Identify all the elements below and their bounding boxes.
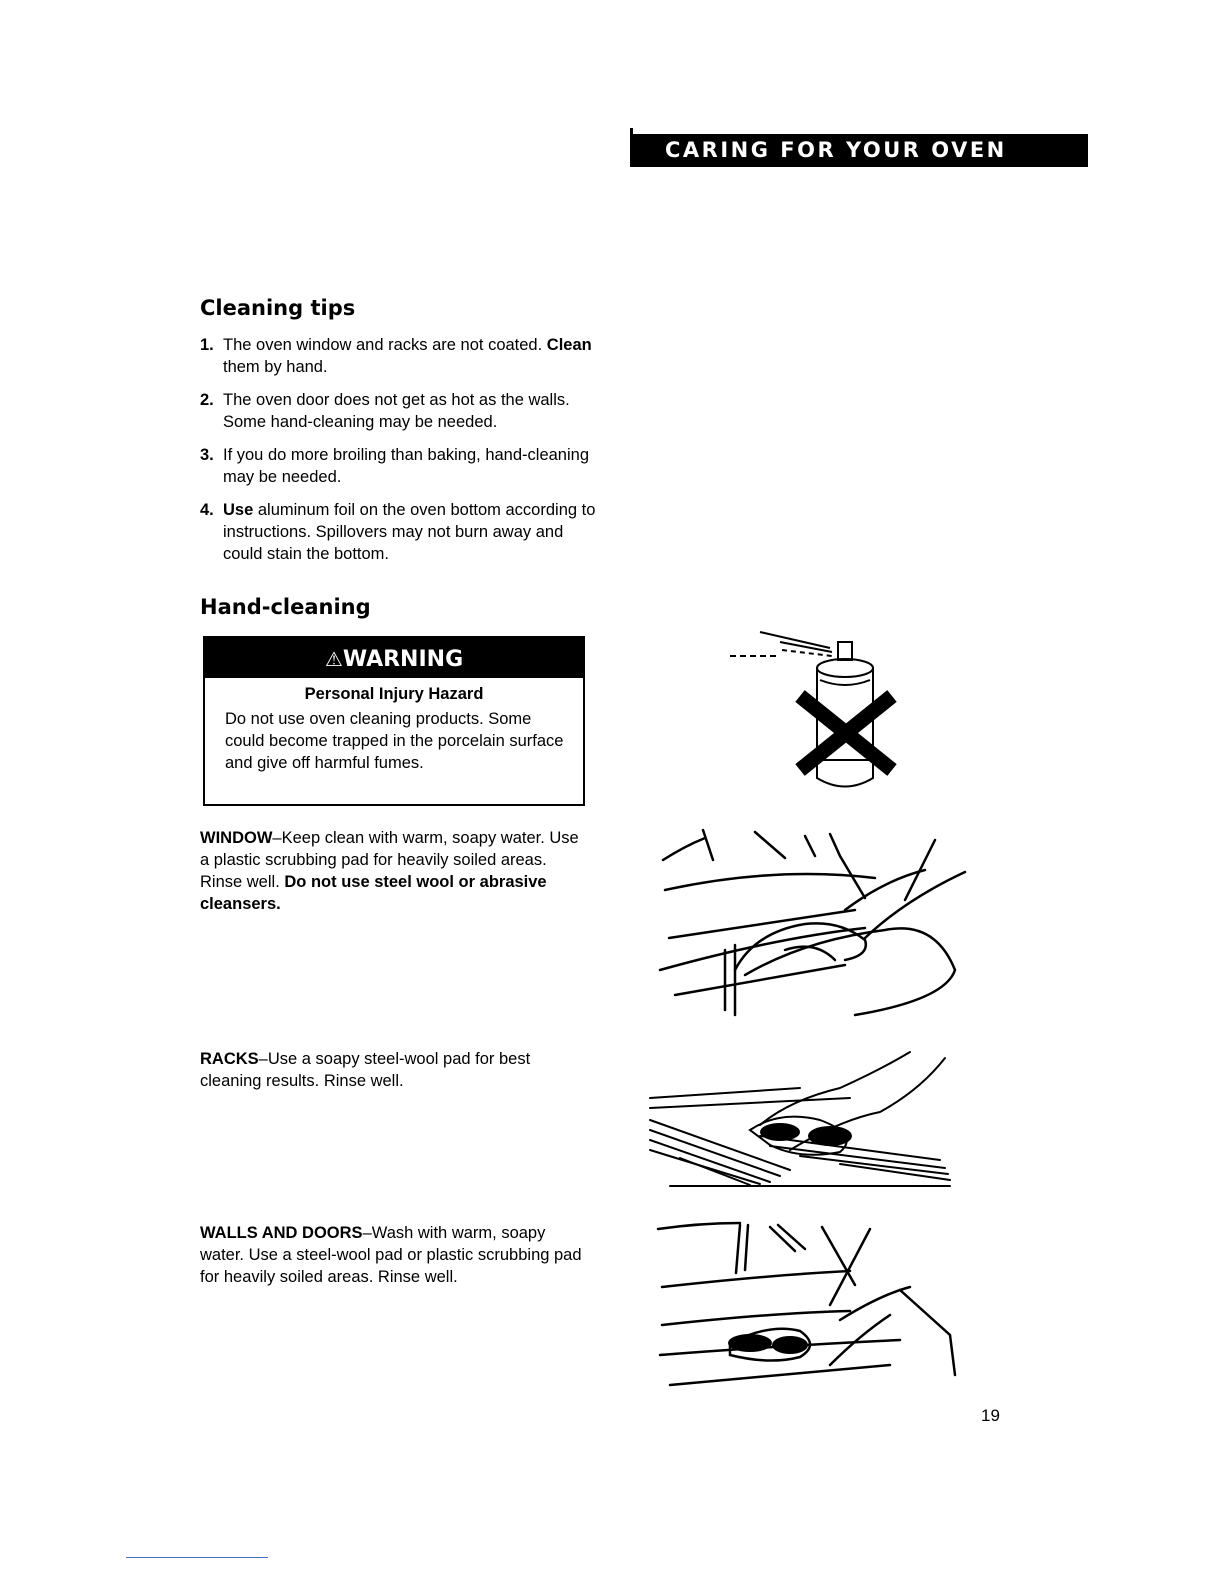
window-lead: WINDOW [200, 829, 273, 847]
item-number: 1. [200, 336, 214, 354]
cleaning-tips-heading: Cleaning tips [200, 296, 356, 320]
window-text: –Keep clean with warm, soapy water. Use a plastic scrubbing pad for heavily soiled areas. Rinse well. [200, 829, 579, 891]
cleaning-tips-list [200, 334, 600, 576]
item-text: aluminum foil on the oven bottom according to instructions. Spillovers may not burn away and could stain the bottom. [223, 501, 596, 563]
hand-cleaning-heading: Hand-cleaning [200, 595, 371, 619]
list-item [200, 389, 600, 433]
no-oven-cleaner-icon [720, 620, 920, 805]
section-header [630, 134, 1088, 167]
item-text: The oven door does not get as hot as the walls. Some hand-cleaning may be needed. [223, 391, 570, 431]
warning-body: Do not use oven cleaning products. Some could become trapped in the porcelain surface and give off harmful fumes. [225, 710, 564, 772]
walls-cleaning-illustration [650, 1215, 970, 1395]
item-number: 4. [200, 501, 214, 519]
walls-paragraph [200, 1222, 585, 1288]
list-item [200, 499, 600, 565]
warning-triangle-icon: ⚠ [324, 647, 343, 671]
list-item [200, 334, 600, 378]
page-number: 19 [981, 1406, 1000, 1425]
racks-text: –Use a soapy steel-wool pad for best cleaning results. Rinse well. [200, 1050, 531, 1090]
item-emphasis: Use [223, 501, 254, 519]
item-emphasis: Clean [546, 336, 592, 354]
walls-text: –Wash with warm, soapy water. Use a steel-wool pad or plastic scrubbing pad for heavily soiled areas. Rinse well. [200, 1224, 582, 1286]
walls-lead: WALLS AND DOORS [200, 1224, 363, 1242]
warning-subtitle: Personal Injury Hazard [304, 685, 484, 703]
item-number: 3. [200, 446, 214, 464]
section-title: CARING FOR YOUR OVEN [665, 138, 1007, 162]
racks-paragraph [200, 1048, 590, 1092]
item-text: If you do more broiling than baking, hand-cleaning may be needed. [223, 446, 589, 486]
bottom-rule [126, 1557, 268, 1558]
window-paragraph [200, 827, 590, 915]
item-text: them by hand. [223, 358, 328, 376]
warning-header [205, 638, 583, 678]
warning-label: WARNING [342, 647, 464, 672]
window-cleaning-illustration [655, 820, 975, 1020]
item-number: 2. [200, 391, 214, 409]
rack-cleaning-illustration [640, 1040, 960, 1190]
window-caution: Do not use steel wool or abrasive cleansers. [200, 873, 547, 913]
racks-lead: RACKS [200, 1050, 259, 1068]
item-text: The oven window and racks are not coated. [223, 336, 547, 354]
list-item [200, 444, 600, 488]
warning-box [203, 636, 585, 806]
